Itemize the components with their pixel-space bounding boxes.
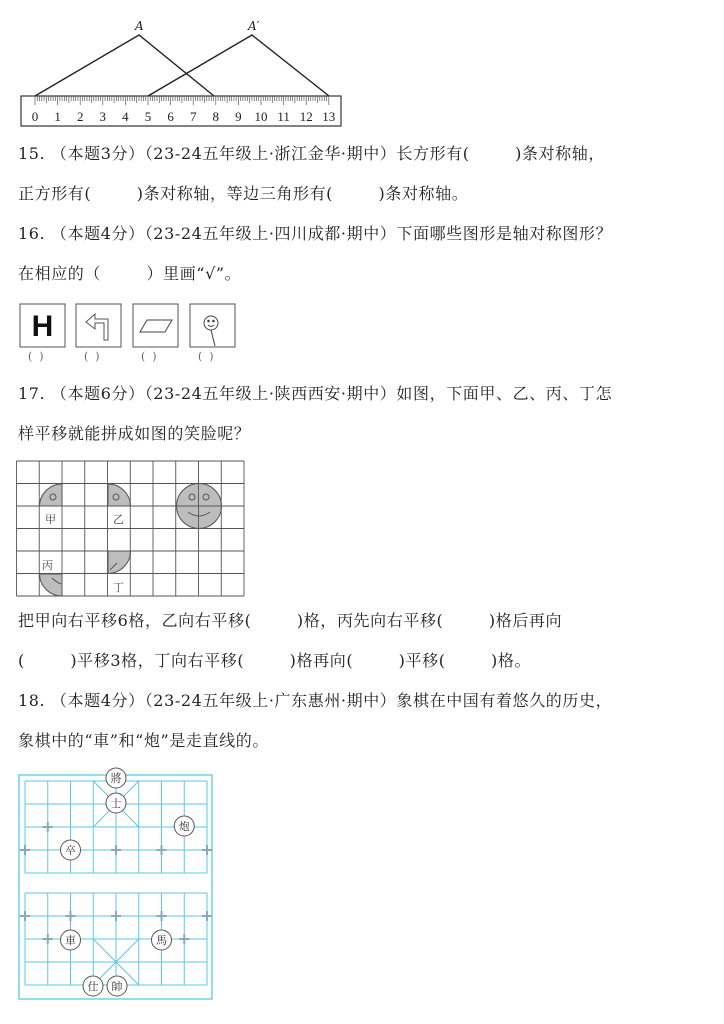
ruler-number: 12 (299, 109, 313, 124)
ruler-number: 6 (167, 109, 174, 124)
chess-piece-shi_red (83, 976, 103, 996)
label-yi: 乙 (113, 513, 124, 526)
svg-text:帥: 帥 (111, 980, 123, 993)
q17-line1: 17. （本题6分）（23-24五年级上·陕西西安·期中）如图，下面甲、乙、丙、丁怎 (18, 384, 613, 403)
svg-text:仕: 仕 (87, 980, 99, 993)
chess-piece-zu (61, 840, 81, 860)
option-h-box (20, 304, 65, 347)
chess-piece-pao (174, 816, 194, 836)
chess-piece-jiang (106, 768, 126, 788)
ruler-number: 3 (99, 109, 107, 124)
q16-options (0, 290, 250, 350)
ruler-number: 1 (54, 109, 61, 124)
q17-line3: 把甲向右平移6格，乙向右平移( )格，丙先向右平移( )格后再向 (18, 611, 563, 630)
option-parallelogram-box (133, 304, 178, 347)
letter-h-icon: H (31, 310, 54, 343)
chess-piece-ju (61, 930, 81, 950)
svg-text:炮: 炮 (178, 820, 190, 833)
ruler-number: 9 (235, 109, 242, 124)
chess-piece-shi_black (106, 793, 126, 813)
ruler-number: 0 (31, 109, 39, 124)
piece-yi (108, 484, 131, 506)
triangle-a-prime (148, 35, 329, 96)
triangle-a (35, 35, 214, 96)
q18-line2: 象棋中的“車”和“炮”是走直线的。 (18, 731, 269, 750)
label-bing: 丙 (42, 559, 53, 572)
ruler-number: 13 (322, 109, 336, 124)
q17-line2: 样平移就能拼成如图的笑脸呢？ (18, 424, 251, 443)
label-ding: 丁 (113, 581, 124, 594)
q15-line2: 正方形有( )条对称轴，等边三角形有( )条对称轴。 (18, 184, 469, 203)
q18-line1: 18. （本题4分）（23-24五年级上·广东惠州·期中）象棋在中国有着悠久的历史， (18, 691, 613, 710)
svg-text:將: 將 (110, 772, 122, 785)
ruler-number: 7 (189, 109, 197, 124)
ruler-figure (0, 0, 360, 130)
chess-piece-shuai (107, 976, 127, 996)
answer-slot-2[interactable]: ( ) (84, 350, 100, 363)
ruler-number: 4 (122, 109, 129, 124)
q16-line1: 16. （本题4分）（23-24五年级上·四川成都·期中）下面哪些图形是轴对称图形？ (18, 224, 613, 243)
piece-bing (40, 574, 63, 596)
answer-slot-1[interactable]: ( ) (28, 350, 44, 363)
ruler-number: 10 (254, 109, 268, 124)
q16-line2: 在相应的（ ）里画“√”。 (18, 264, 242, 283)
chess-piece-ma (152, 930, 172, 950)
svg-text:卒: 卒 (65, 844, 76, 857)
label-a-prime: A′ (248, 19, 260, 33)
answer-slot-4[interactable]: ( ) (198, 350, 214, 363)
q15-line1: 15. （本题3分）（23-24五年级上·浙江金华·期中）长方形有( )条对称轴， (18, 144, 605, 163)
svg-text:士: 士 (110, 797, 122, 810)
answer-slot-3[interactable]: ( ) (141, 350, 157, 363)
label-jia: 甲 (45, 513, 56, 526)
ruler-number: 8 (212, 109, 220, 124)
q17-line4: ( )平移3格，丁向右平移( )格再向( )平移( )格。 (18, 651, 532, 670)
option-smiley-box (190, 304, 235, 347)
svg-text:馬: 馬 (156, 934, 167, 947)
chess-board-figure (0, 760, 230, 1010)
svg-text:車: 車 (65, 934, 76, 947)
ruler-number: 5 (144, 109, 152, 124)
smiley-grid-figure (0, 455, 260, 605)
piece-ding (108, 551, 131, 574)
option-arrow-box (76, 304, 121, 347)
ruler-number: 2 (76, 109, 84, 124)
ruler-number: 11 (277, 109, 290, 124)
label-a: A (135, 19, 144, 33)
